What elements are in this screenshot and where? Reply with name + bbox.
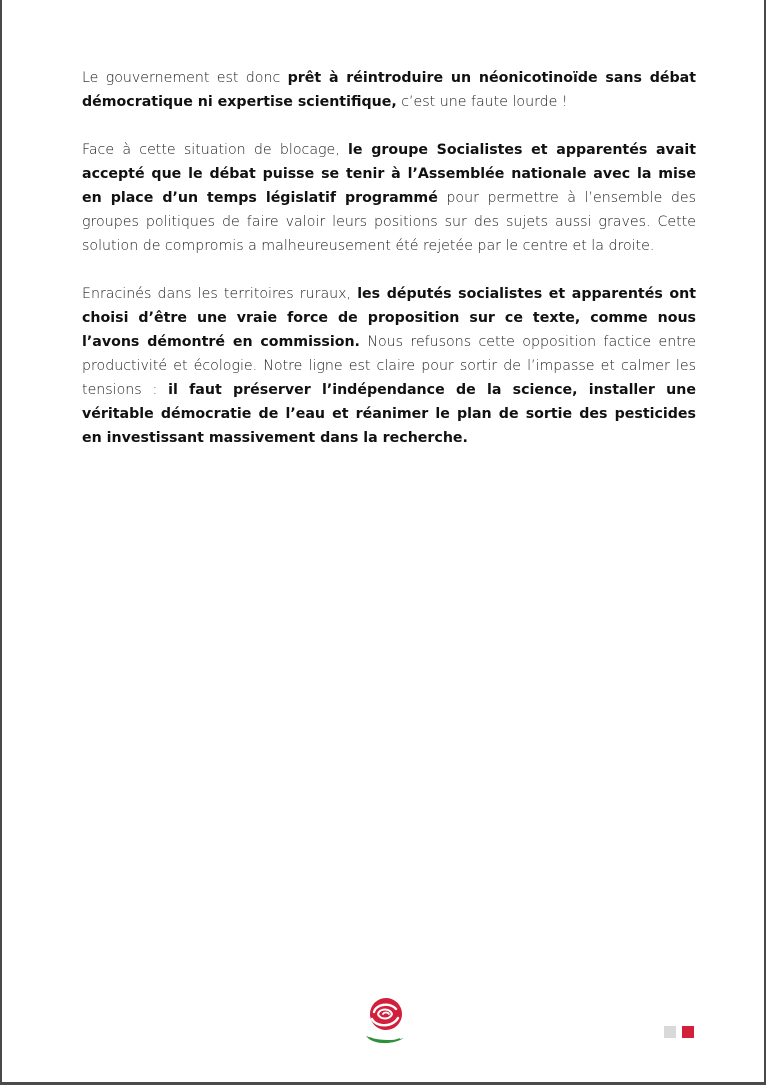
paragraph-2-text-2: pour permettre à l’ensemble des groupes politiques de faire valoir leurs positions sur des sujets aussi graves. Cette solution de compromis a malheureusement été rejetée par le centre et la droite. bbox=[82, 190, 696, 254]
paragraph-1-text-1: Le gouvernement est donc bbox=[82, 70, 288, 86]
grey-square bbox=[664, 1026, 676, 1038]
paragraph-3-text-1: Enracinés dans les territoires ruraux, bbox=[82, 286, 358, 302]
paragraph-1-bold-1: prêt à réintroduire un néonicotinoïde sans débat démocratique ni expertise scientifique, bbox=[82, 70, 696, 110]
red-square bbox=[682, 1026, 694, 1038]
paragraph-3-bold-2: il faut préserver l’indépendance de la science, installer une véritable démocratie de l’eau et réanimer le plan de sortie des pesticides en investissant massivement dans la recherche. bbox=[82, 382, 696, 446]
paragraph-2-text-1: Face à cette situation de blocage, bbox=[82, 142, 349, 158]
paragraph-3 bbox=[82, 282, 696, 450]
paragraph-2-bold-1: le groupe Socialistes et apparentés avait accepté que le débat puisse se tenir à l’Assemblée nationale avec la mise en place d’un temps législatif programmé bbox=[82, 142, 696, 206]
paragraph-1 bbox=[82, 66, 696, 114]
rose-logo-icon bbox=[360, 994, 412, 1046]
footer-squares bbox=[664, 1026, 694, 1038]
paragraph-1-text-2: c’est une faute lourde ! bbox=[396, 94, 568, 110]
paragraph-2 bbox=[82, 138, 696, 258]
paragraph-3-bold-1: les députés socialistes et apparentés ont choisi d’être une vraie force de proposition sur ce texte, comme nous l’avons démontré en commission. bbox=[82, 286, 696, 350]
paragraph-3-text-2: Nous refusons cette opposition factice entre productivité et écologie. Notre ligne est claire pour sortir de l’impasse et calmer les tensions : bbox=[82, 334, 697, 398]
document-body bbox=[82, 66, 696, 474]
